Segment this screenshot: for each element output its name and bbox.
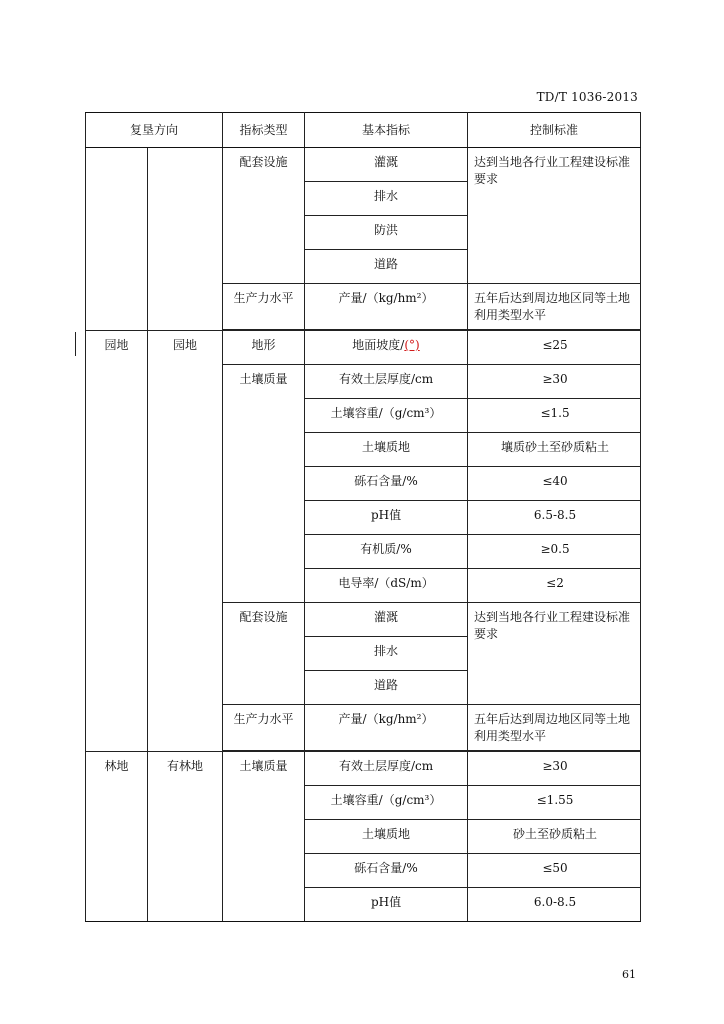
standard-cell: 6.5-8.5 bbox=[468, 501, 641, 535]
indicator-cell: 排水 bbox=[305, 182, 468, 216]
standard-cell: 达到当地各行业工程建设标准要求 bbox=[468, 148, 641, 284]
standard-cell: 五年后达到周边地区同等土地利用类型水平 bbox=[468, 705, 641, 751]
indicator-type-cell: 生产力水平 bbox=[223, 705, 305, 751]
table-row bbox=[86, 148, 641, 182]
standard-cell: ≤2 bbox=[468, 569, 641, 603]
indicator-cell: 土壤质地 bbox=[305, 820, 468, 854]
standard-cell: ≥30 bbox=[468, 365, 641, 399]
indicator-type-cell: 土壤质量 bbox=[223, 365, 305, 603]
header-indicator-type: 指标类型 bbox=[223, 113, 305, 148]
standard-cell: ≤50 bbox=[468, 854, 641, 888]
slope-unit-revision: (°) bbox=[404, 338, 420, 352]
standard-cell: ≥0.5 bbox=[468, 535, 641, 569]
reclamation-standard-table bbox=[85, 112, 641, 922]
indicator-type-cell: 配套设施 bbox=[223, 148, 305, 284]
indicator-cell: 排水 bbox=[305, 637, 468, 671]
header-basic-indicator: 基本指标 bbox=[305, 113, 468, 148]
indicator-cell: 有效土层厚度/cm bbox=[305, 365, 468, 399]
direction-level1-cell bbox=[86, 148, 148, 331]
table-header-row bbox=[86, 113, 641, 148]
indicator-cell bbox=[305, 331, 468, 365]
standard-cell: 砂土至砂质粘土 bbox=[468, 820, 641, 854]
direction-level1-cell: 园地 bbox=[86, 331, 148, 752]
indicator-cell: 道路 bbox=[305, 250, 468, 284]
table-row bbox=[86, 331, 641, 365]
direction-level2-cell: 有林地 bbox=[148, 752, 223, 922]
direction-level2-cell bbox=[148, 148, 223, 331]
indicator-type-cell: 配套设施 bbox=[223, 603, 305, 705]
header-control-standard: 控制标准 bbox=[468, 113, 641, 148]
indicator-cell: pH值 bbox=[305, 501, 468, 535]
standard-cell: 达到当地各行业工程建设标准要求 bbox=[468, 603, 641, 705]
indicator-cell: 砾石含量/% bbox=[305, 467, 468, 501]
indicator-type-cell: 生产力水平 bbox=[223, 284, 305, 330]
indicator-cell: 土壤质地 bbox=[305, 433, 468, 467]
indicator-cell: 有机质/% bbox=[305, 535, 468, 569]
standard-cell: ≤25 bbox=[468, 331, 641, 365]
indicator-cell: 土壤容重/（g/cm³） bbox=[305, 786, 468, 820]
indicator-cell: 道路 bbox=[305, 671, 468, 705]
revision-margin-mark bbox=[75, 332, 76, 356]
indicator-cell: 灌溉 bbox=[305, 603, 468, 637]
indicator-cell: 有效土层厚度/cm bbox=[305, 752, 468, 786]
indicator-type-cell: 土壤质量 bbox=[223, 752, 305, 922]
indicator-cell: 产量/（kg/hm²） bbox=[305, 284, 468, 330]
indicator-cell: 灌溉 bbox=[305, 148, 468, 182]
indicator-type-cell: 地形 bbox=[223, 331, 305, 365]
slope-indicator-label: 地面坡度/ bbox=[352, 338, 405, 352]
standard-cell: ≥30 bbox=[468, 752, 641, 786]
standard-cell: ≤40 bbox=[468, 467, 641, 501]
indicator-cell: pH值 bbox=[305, 888, 468, 922]
standard-cell: 五年后达到周边地区同等土地利用类型水平 bbox=[468, 284, 641, 330]
indicator-cell: 土壤容重/（g/cm³） bbox=[305, 399, 468, 433]
header-reclamation-direction: 复垦方向 bbox=[86, 113, 223, 148]
standard-cell: 壤质砂土至砂质粘土 bbox=[468, 433, 641, 467]
indicator-cell: 防洪 bbox=[305, 216, 468, 250]
standard-cell: 6.0-8.5 bbox=[468, 888, 641, 922]
indicator-cell: 产量/（kg/hm²） bbox=[305, 705, 468, 751]
standard-cell: ≤1.5 bbox=[468, 399, 641, 433]
direction-level1-cell: 林地 bbox=[86, 752, 148, 922]
indicator-cell: 砾石含量/% bbox=[305, 854, 468, 888]
standard-code: TD/T 1036-2013 bbox=[536, 90, 638, 104]
page-number: 61 bbox=[622, 968, 636, 981]
table-row bbox=[86, 752, 641, 786]
indicator-cell: 电导率/（dS/m） bbox=[305, 569, 468, 603]
direction-level2-cell: 园地 bbox=[148, 331, 223, 752]
standard-cell: ≤1.55 bbox=[468, 786, 641, 820]
